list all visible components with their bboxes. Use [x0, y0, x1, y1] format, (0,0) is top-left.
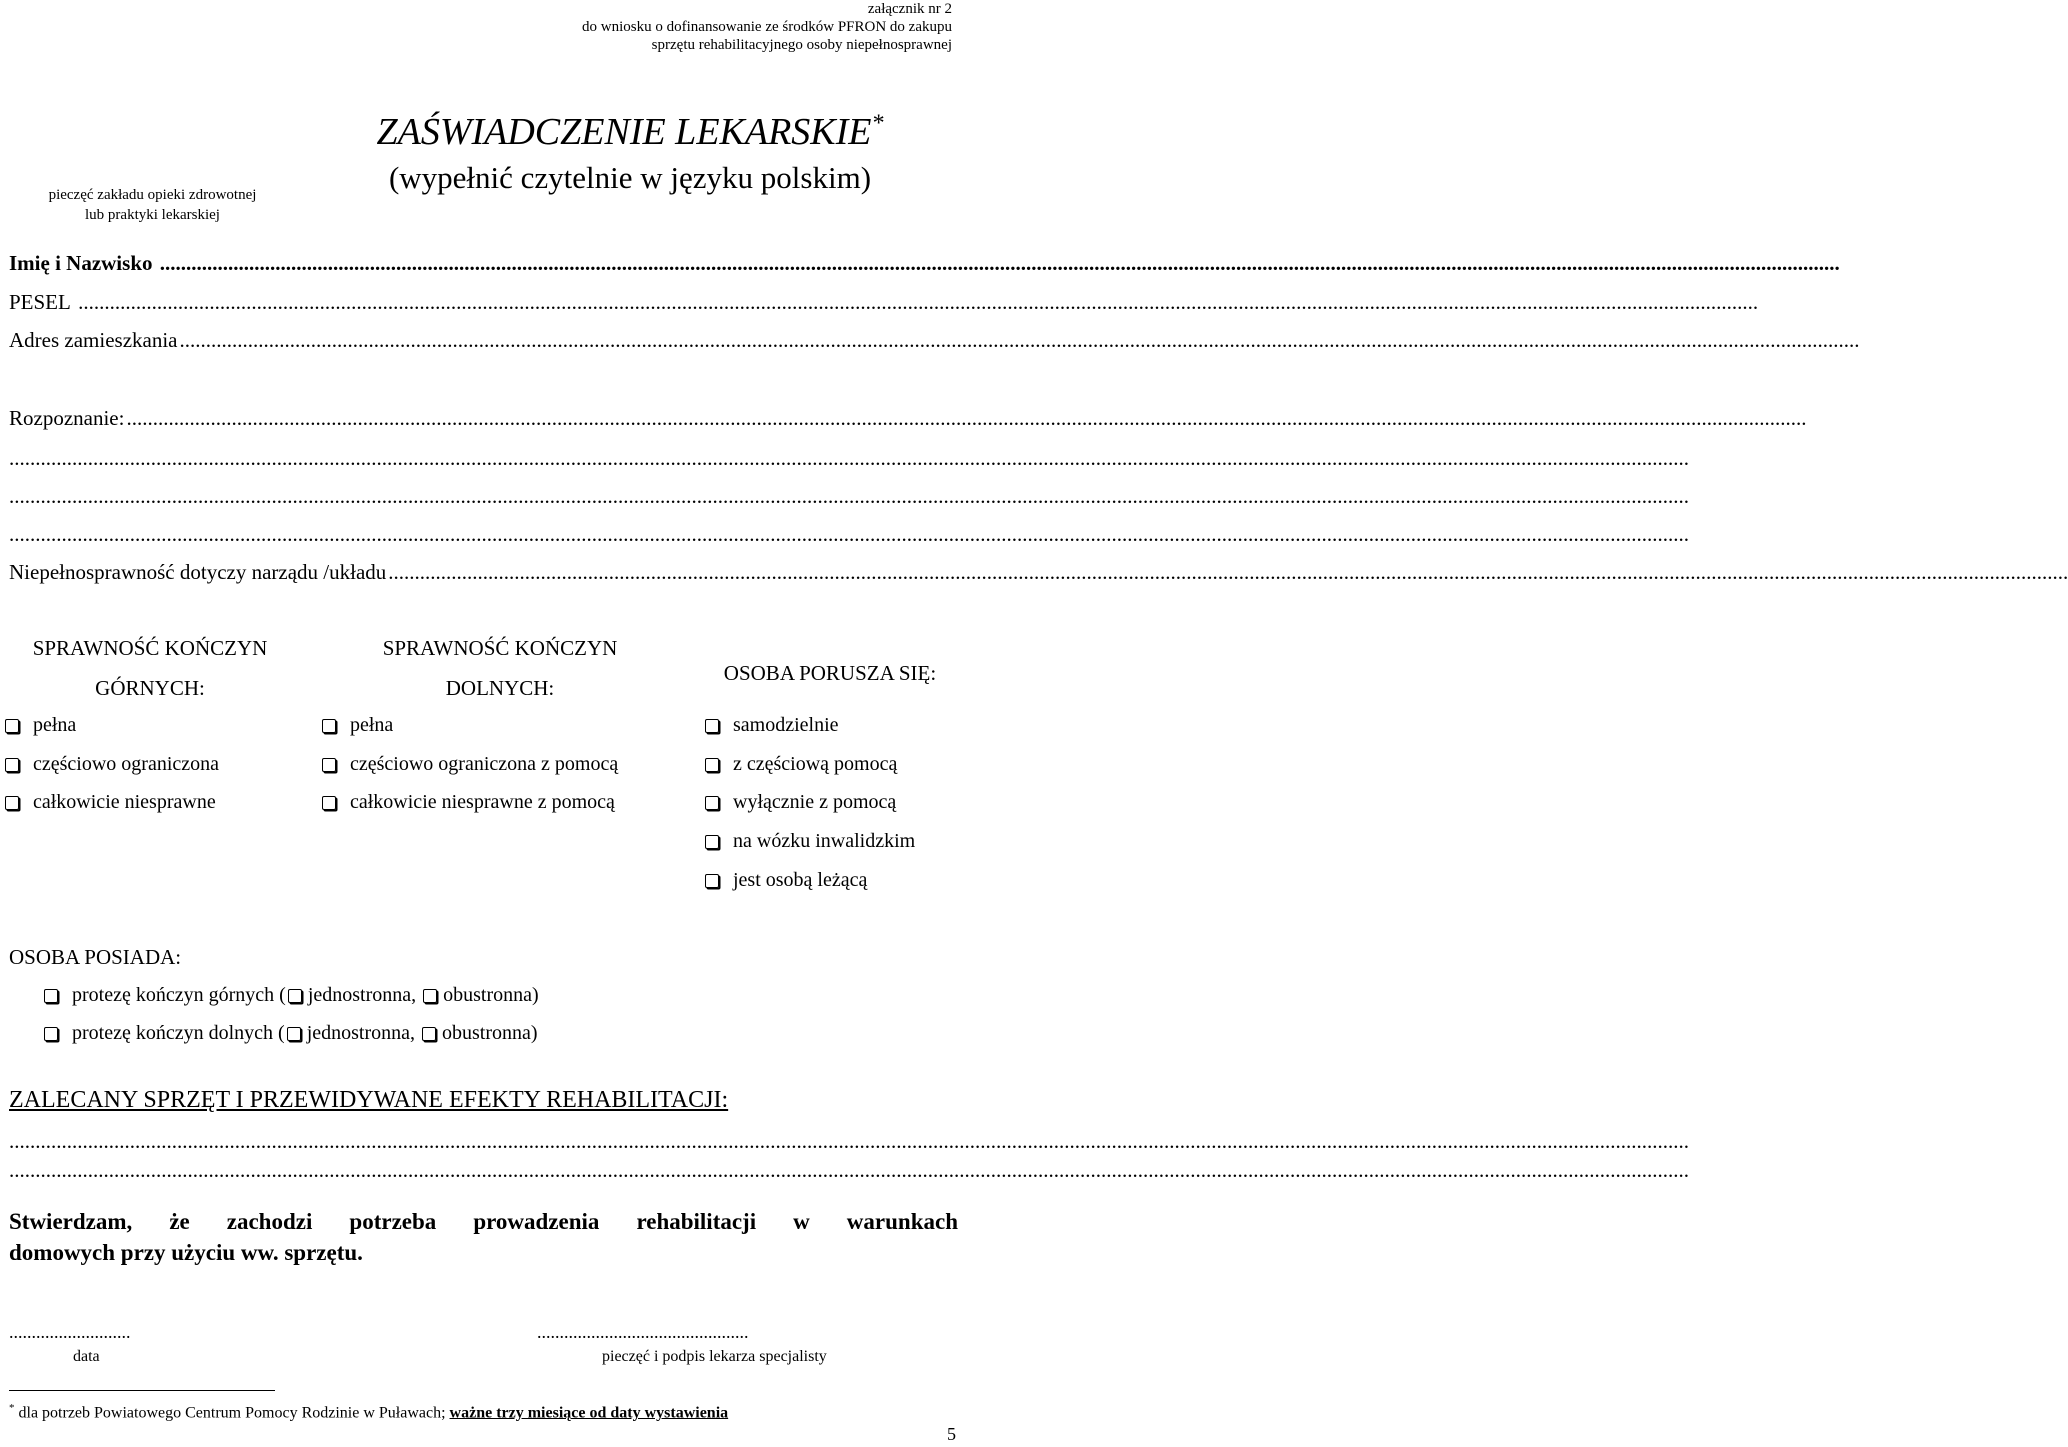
upper-limbs-heading-1: SPRAWNOŚĆ KOŃCZYN	[32, 636, 268, 660]
address-label: Adres zamieszkania	[9, 328, 178, 352]
option-label: na wózku inwalidzkim	[733, 830, 916, 852]
statement-word: zachodzi	[226, 1209, 313, 1234]
movement-option-partial-help[interactable]	[705, 753, 897, 776]
name-label: Imię i Nazwisko	[9, 251, 153, 275]
checkbox[interactable]	[5, 758, 19, 772]
lower-limbs-heading-2: DOLNYCH:	[445, 676, 555, 700]
document-title-text: ZAŚWIADCZENIE LEKARSKIE	[376, 111, 872, 153]
movement-option-bedridden[interactable]	[705, 869, 867, 892]
recommended-heading: ZALECANY SPRZĘT I PRZEWIDYWANE EFEKTY REHABILITACJI:	[9, 1087, 729, 1113]
statement-word: warunkach	[846, 1209, 958, 1234]
stamp-line-2: lub praktyki lekarskiej	[85, 207, 220, 223]
pesel-label: PESEL	[9, 290, 71, 314]
date-label: data	[73, 1348, 100, 1365]
movement-option-wheelchair[interactable]	[705, 830, 915, 853]
footnote-emphasis: ważne trzy miesiące od daty wystawienia	[449, 1404, 729, 1422]
checkbox-bilateral[interactable]	[422, 1027, 436, 1041]
option-label: jednostronna,	[306, 1022, 416, 1044]
lower-limbs-heading-1: SPRAWNOŚĆ KOŃCZYN	[382, 636, 618, 660]
lower-prosthesis-label: protezę kończyn dolnych (	[72, 1022, 285, 1044]
statement-word: Stwierdzam,	[9, 1209, 133, 1234]
statement-word: potrzeba	[349, 1209, 437, 1234]
option-label: całkowicie niesprawne z pomocą	[350, 791, 615, 813]
stamp-placeholder	[30, 185, 275, 225]
date-dots[interactable]: ...........................	[9, 1322, 131, 1342]
upper-prosthesis-row[interactable]	[44, 984, 539, 1007]
option-label: częściowo ograniczona z pomocą	[350, 753, 619, 775]
checkbox[interactable]	[44, 1027, 58, 1041]
upper-limbs-heading-2: GÓRNYCH:	[95, 676, 205, 700]
page-number: 5	[947, 1424, 956, 1444]
statement-word: w	[793, 1209, 810, 1234]
title-footnote-mark: *	[871, 110, 884, 137]
diagnosis-line-3[interactable]: ................................................................................................................................................................................................................................................................................................................................	[9, 484, 1689, 508]
checkbox[interactable]	[44, 989, 58, 1003]
diagnosis-dots: ................................................................................................................................................................................................................................................................................................................................	[126, 406, 1807, 430]
upper-limbs-option-full[interactable]	[5, 714, 76, 737]
option-label: samodzielnie	[733, 714, 839, 736]
lower-limbs-option-partial[interactable]	[322, 753, 618, 776]
document-subtitle: (wypełnić czytelnie w języku polskim)	[388, 160, 872, 195]
statement-word: że	[169, 1209, 190, 1234]
footnote	[9, 1402, 728, 1422]
lower-limbs-option-full[interactable]	[322, 714, 393, 737]
statement-line-1	[9, 1209, 958, 1235]
lower-limbs-option-none[interactable]	[322, 791, 615, 814]
checkbox[interactable]	[705, 874, 719, 888]
footnote-rule	[9, 1390, 275, 1391]
movement-option-only-help[interactable]	[705, 791, 896, 814]
attachment-description-2: sprzętu rehabilitacyjnego osoby niepełnosprawnej	[651, 37, 952, 53]
checkbox[interactable]	[322, 796, 336, 810]
option-label: obustronna)	[443, 984, 539, 1006]
statement-word: rehabilitacji	[636, 1209, 757, 1234]
possession-heading: OSOBA POSIADA:	[9, 945, 182, 969]
option-label: z częściową pomocą	[733, 753, 898, 775]
attachment-description-1: do wniosku o dofinansowanie ze środków PFRON do zakupu	[582, 19, 952, 35]
disability-label: Niepełnosprawność dotyczy narządu /układu	[9, 560, 387, 584]
checkbox-unilateral[interactable]	[288, 989, 302, 1003]
recommended-line-1[interactable]: ................................................................................................................................................................................................................................................................................................................................	[9, 1129, 1689, 1153]
name-field[interactable]	[9, 251, 1840, 276]
checkbox[interactable]	[705, 835, 719, 849]
upper-prosthesis-label: protezę kończyn górnych (	[72, 984, 286, 1006]
footnote-mark: *	[9, 1402, 15, 1414]
statement-line-2: domowych przy użyciu ww. sprzętu.	[9, 1240, 363, 1265]
diagnosis-line-4[interactable]: ................................................................................................................................................................................................................................................................................................................................	[9, 522, 1689, 546]
option-label: całkowicie niesprawne	[33, 791, 216, 813]
option-label: częściowo ograniczona	[33, 753, 220, 775]
checkbox[interactable]	[5, 796, 19, 810]
checkbox[interactable]	[705, 796, 719, 810]
pesel-field[interactable]	[9, 290, 1759, 315]
statement-word: prowadzenia	[473, 1209, 600, 1234]
checkbox[interactable]	[5, 719, 19, 733]
checkbox[interactable]	[705, 719, 719, 733]
signature-dots[interactable]: ...............................................	[537, 1322, 749, 1342]
upper-limbs-option-none[interactable]	[5, 791, 216, 814]
option-label: wyłącznie z pomocą	[733, 791, 897, 813]
diagnosis-label: Rozpoznanie:	[9, 406, 125, 430]
signature-label: pieczęć i podpis lekarza specjalisty	[602, 1348, 827, 1365]
checkbox[interactable]	[322, 758, 336, 772]
document-title	[300, 110, 960, 154]
movement-heading: OSOBA PORUSZA SIĘ:	[723, 661, 937, 685]
address-field[interactable]	[9, 328, 1860, 353]
footnote-text: dla potrzeb Powiatowego Centrum Pomocy Rodzinie w Puławach;	[18, 1404, 446, 1422]
recommended-line-2[interactable]: ................................................................................................................................................................................................................................................................................................................................	[9, 1158, 1689, 1182]
option-label: jest osobą leżącą	[733, 869, 868, 891]
diagnosis-line-2[interactable]: ................................................................................................................................................................................................................................................................................................................................	[9, 446, 1689, 470]
diagnosis-field[interactable]	[9, 406, 1807, 431]
lower-prosthesis-row[interactable]	[44, 1022, 538, 1045]
stamp-line-1: pieczęć zakładu opieki zdrowotnej	[48, 187, 257, 203]
option-label: jednostronna,	[307, 984, 417, 1006]
upper-limbs-option-partial[interactable]	[5, 753, 219, 776]
checkbox-bilateral[interactable]	[423, 989, 437, 1003]
checkbox[interactable]	[705, 758, 719, 772]
checkbox-unilateral[interactable]	[287, 1027, 301, 1041]
name-dots: ................................................................................................................................................................................................................................................................................................................................	[159, 251, 1840, 275]
disability-dots: ................................................................................................................................................................................................................................................................................................................................	[388, 560, 2068, 584]
option-label: pełna	[33, 714, 77, 736]
attachment-number: załącznik nr 2	[867, 1, 952, 17]
option-label: obustronna)	[442, 1022, 538, 1044]
checkbox[interactable]	[322, 719, 336, 733]
pesel-dots: ................................................................................................................................................................................................................................................................................................................................	[78, 290, 1759, 314]
address-dots: ................................................................................................................................................................................................................................................................................................................................	[179, 328, 1860, 352]
movement-option-independent[interactable]	[705, 714, 839, 737]
disability-field[interactable]	[9, 560, 2068, 585]
option-label: pełna	[350, 714, 394, 736]
